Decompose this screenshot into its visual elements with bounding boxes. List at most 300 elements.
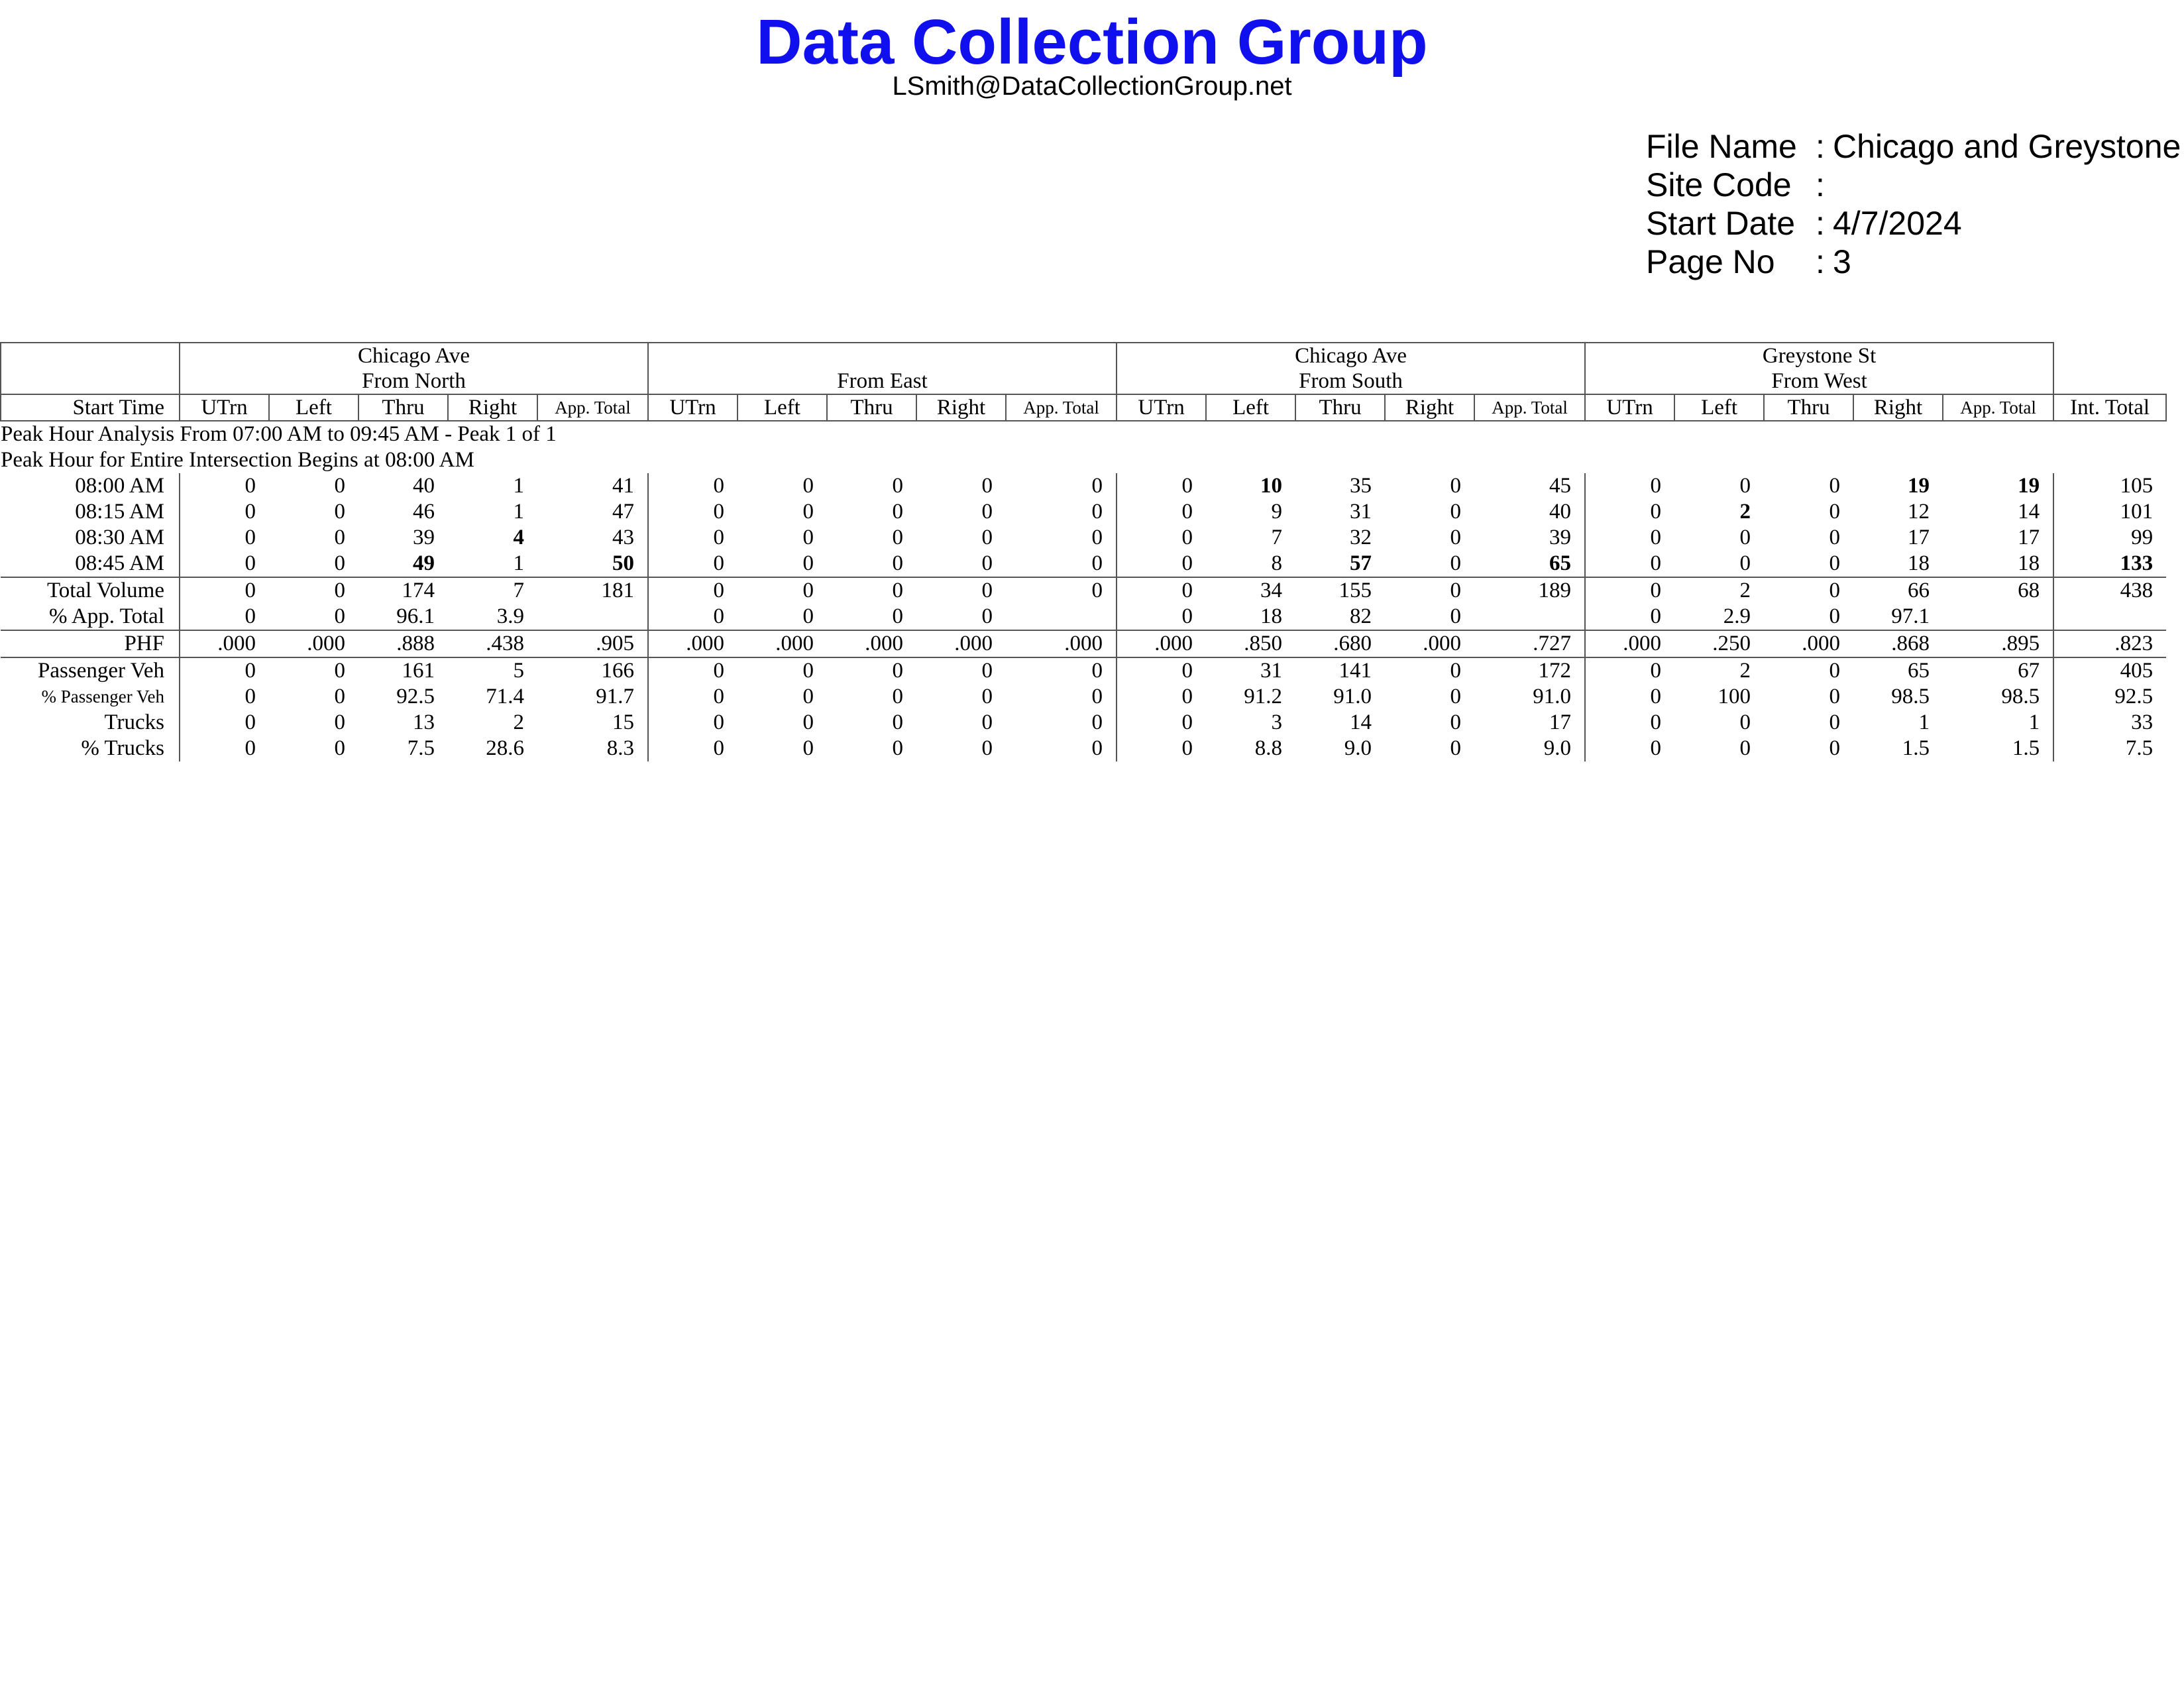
table-cell: .868 <box>1853 630 1943 657</box>
table-row <box>1 657 2166 684</box>
table-cell: .438 <box>448 630 537 657</box>
table-row <box>1 473 2166 499</box>
peak-hour-table <box>0 342 2167 761</box>
table-cell: 0 <box>1764 657 1853 684</box>
table-cell: 7.5 <box>407 736 435 760</box>
row-label: % Passenger Veh <box>1 684 180 710</box>
start-date-value: 4/7/2024 <box>1833 205 1962 242</box>
table-cell: 45 <box>1474 473 1585 499</box>
table-cell: 96.1 <box>396 604 435 628</box>
peak-note: Peak Hour Analysis From 07:00 AM to 09:45 AM - Peak 1 of 1 <box>1 422 557 446</box>
table-cell: 0 <box>334 551 345 575</box>
table-cell: 0 <box>1739 551 1751 575</box>
table-cell: 33 <box>2131 710 2154 734</box>
file-name-value: Chicago and Greystone <box>1833 128 2181 165</box>
table-cell: 0 <box>1181 551 1193 575</box>
table-cell: 8.8 <box>1254 736 1283 760</box>
table-cell: 0 <box>1650 526 1662 549</box>
table-cell: 17 <box>1474 710 1585 736</box>
table-cell: 1 <box>1943 710 2053 736</box>
table-cell: 40 <box>1474 499 1585 525</box>
table-cell: 0 <box>245 500 256 524</box>
table-cell: 2.9 <box>1723 604 1751 628</box>
table-cell: .895 <box>1943 630 2053 657</box>
table-cell: 0 <box>269 577 358 604</box>
table-cell: 28.6 <box>486 736 524 760</box>
table-cell: 2 <box>1674 657 1764 684</box>
table-cell: .823 <box>2053 630 2166 657</box>
col-east-left: Left <box>737 394 827 421</box>
table-cell: 166 <box>537 657 648 684</box>
table-cell: 47 <box>537 499 648 525</box>
table-cell: .000 <box>1006 630 1117 657</box>
file-name-label: File Name <box>1646 128 1797 165</box>
table-cell: 174 <box>358 577 448 604</box>
table-cell: 7 <box>1271 526 1283 549</box>
table-cell: 0 <box>1739 474 1751 498</box>
table-cell: 0 <box>648 657 737 684</box>
table-cell: 405 <box>2053 657 2166 684</box>
col-west-thru: Thru <box>1764 394 1853 421</box>
table-row <box>1 577 2166 604</box>
table-cell: 8.3 <box>537 736 648 761</box>
table-cell: 0 <box>1006 710 1117 736</box>
row-label: 08:30 AM <box>1 525 180 551</box>
table-cell: 0 <box>827 577 916 604</box>
table-cell: 91.0 <box>1333 685 1372 708</box>
table-cell: 1 <box>513 500 524 524</box>
table-cell: 141 <box>1295 657 1385 684</box>
table-cell: 17 <box>1943 525 2053 551</box>
table-cell: 0 <box>713 551 724 575</box>
table-cell: 7.5 <box>2125 736 2154 760</box>
row-label: 08:00 AM <box>1 473 180 499</box>
table-cell: 0 <box>1006 499 1117 525</box>
table-row <box>1 499 2166 525</box>
table-cell: 161 <box>358 657 448 684</box>
header-blank <box>1 343 180 394</box>
table-cell: 92.5 <box>2114 685 2154 708</box>
table-cell: 0 <box>1006 684 1117 710</box>
table-cell: 0 <box>1829 685 1841 708</box>
table-cell: 100 <box>1718 685 1751 708</box>
table-cell: 0 <box>802 500 814 524</box>
table-cell: 0 <box>1650 500 1662 524</box>
table-cell: 43 <box>537 525 648 551</box>
table-cell: 0 <box>892 736 903 760</box>
table-cell: 91.7 <box>537 684 648 710</box>
col-south-thru: Thru <box>1295 394 1385 421</box>
table-cell: 98.5 <box>1891 685 1930 708</box>
table-cell: 0 <box>1650 604 1662 628</box>
table-cell: 0 <box>1829 474 1841 498</box>
table-cell: 0 <box>916 577 1006 604</box>
table-cell: 0 <box>1450 500 1462 524</box>
col-south-right: Right <box>1385 394 1474 421</box>
table-cell: 0 <box>737 577 827 604</box>
table-cell: 0 <box>713 736 724 760</box>
table-cell: 133 <box>2120 551 2154 575</box>
table-cell <box>1006 604 1117 630</box>
table-cell: 0 <box>1829 551 1841 575</box>
table-cell: 155 <box>1295 577 1385 604</box>
table-cell: 0 <box>981 526 993 549</box>
table-cell: 1 <box>513 474 524 498</box>
table-cell: 0 <box>334 710 345 734</box>
table-cell: 0 <box>981 474 993 498</box>
table-cell: 0 <box>1739 526 1751 549</box>
table-cell: 2 <box>513 710 524 734</box>
start-time-header: Start Time <box>1 394 180 421</box>
page-no-row: Page No : 3 <box>1646 243 1851 280</box>
table-cell: 0 <box>334 685 345 708</box>
table-cell: .680 <box>1295 630 1385 657</box>
table-cell: 14 <box>1350 710 1372 734</box>
table-cell: 7 <box>448 577 537 604</box>
table-cell: 0 <box>827 657 916 684</box>
table-cell: .000 <box>269 630 358 657</box>
table-cell: 0 <box>1006 577 1117 604</box>
table-cell: 172 <box>1474 657 1585 684</box>
table-cell: .000 <box>180 630 269 657</box>
approach-west-direction: From West <box>1585 368 2053 394</box>
table-cell: .000 <box>827 630 916 657</box>
table-cell: 3 <box>1271 710 1283 734</box>
table-cell: 4 <box>513 526 524 549</box>
table-cell: 14 <box>1943 499 2053 525</box>
approach-east-direction: From East <box>648 368 1117 394</box>
table-cell: 39 <box>413 526 435 549</box>
table-cell: 0 <box>1006 657 1117 684</box>
table-cell: 0 <box>1764 577 1853 604</box>
table-cell: 0 <box>892 604 903 628</box>
table-cell: 0 <box>892 710 903 734</box>
table-cell: 0 <box>1829 500 1841 524</box>
table-cell: 0 <box>802 710 814 734</box>
table-cell: 35 <box>1350 474 1372 498</box>
table-cell: 0 <box>802 526 814 549</box>
table-cell: 34 <box>1206 577 1295 604</box>
table-cell <box>1943 604 2053 630</box>
col-east-thru: Thru <box>827 394 916 421</box>
table-cell: 0 <box>1450 685 1462 708</box>
approach-north-street: Chicago Ave <box>180 343 648 368</box>
site-code-row: Site Code : <box>1646 166 1825 203</box>
row-label: PHF <box>1 630 180 657</box>
table-cell: 0 <box>1739 736 1751 760</box>
table-cell: 0 <box>981 685 993 708</box>
table-cell: 13 <box>413 710 435 734</box>
row-label: Trucks <box>1 710 180 736</box>
start-date-row: Start Date : 4/7/2024 <box>1646 205 1962 242</box>
table-cell: 0 <box>245 551 256 575</box>
table-cell: 99 <box>2131 526 2154 549</box>
table-cell: .000 <box>916 630 1006 657</box>
table-cell: .000 <box>737 630 827 657</box>
file-info-block <box>1646 127 2181 281</box>
table-cell: 0 <box>892 500 903 524</box>
table-cell: 0 <box>713 685 724 708</box>
table-row <box>1 684 2166 710</box>
table-cell: 0 <box>334 474 345 498</box>
table-row <box>1 736 2166 761</box>
start-date-label: Start Date <box>1646 205 1796 242</box>
table-cell: 0 <box>1181 736 1193 760</box>
table-cell: 0 <box>981 551 993 575</box>
col-north-thru: Thru <box>358 394 448 421</box>
table-cell: 0 <box>1450 551 1462 575</box>
table-cell: 0 <box>713 526 724 549</box>
table-cell: 91.2 <box>1244 685 1283 708</box>
table-cell: 0 <box>1450 736 1462 760</box>
approach-west-street: Greystone St <box>1585 343 2053 368</box>
table-cell: 0 <box>713 604 724 628</box>
table-cell: .727 <box>1474 630 1585 657</box>
col-south-utrn: UTrn <box>1117 394 1206 421</box>
table-cell: 101 <box>2120 500 2154 524</box>
table-cell: 71.4 <box>486 685 524 708</box>
table-cell: 0 <box>334 736 345 760</box>
table-cell: 0 <box>981 604 993 628</box>
row-label: Passenger Veh <box>1 657 180 684</box>
table-cell: 49 <box>413 551 435 575</box>
table-cell <box>1474 604 1585 630</box>
table-cell: 19 <box>1908 474 1930 498</box>
note-row <box>1 421 2166 447</box>
table-cell: 0 <box>1829 526 1841 549</box>
table-cell: 189 <box>1474 577 1585 604</box>
table-cell: 2 <box>1674 577 1764 604</box>
table-cell: 31 <box>1350 500 1372 524</box>
table-cell: 0 <box>245 604 256 628</box>
table-cell: 0 <box>1117 657 1206 684</box>
table-cell: .000 <box>648 630 737 657</box>
table-cell: 105 <box>2120 474 2154 498</box>
table-cell: 0 <box>713 500 724 524</box>
table-cell: 9.0 <box>1474 736 1585 761</box>
table-cell: 0 <box>802 551 814 575</box>
row-label: 08:45 AM <box>1 551 180 577</box>
table-cell: 181 <box>537 577 648 604</box>
table-cell: 0 <box>1829 736 1841 760</box>
approach-east-street <box>648 343 1117 368</box>
table-cell: 0 <box>802 604 814 628</box>
table-cell: 0 <box>1181 685 1193 708</box>
table-cell: 0 <box>1829 604 1841 628</box>
table-cell: 17 <box>1908 526 1930 549</box>
table-cell: 0 <box>802 474 814 498</box>
col-south-app-total: App. Total <box>1474 394 1585 421</box>
table-cell: 0 <box>1181 500 1193 524</box>
table-cell: 438 <box>2053 577 2166 604</box>
table-cell: 1 <box>513 551 524 575</box>
table-cell: 98.5 <box>1943 684 2053 710</box>
col-east-right: Right <box>916 394 1006 421</box>
table-cell: 31 <box>1206 657 1295 684</box>
table-cell: 0 <box>245 710 256 734</box>
col-west-right: Right <box>1853 394 1943 421</box>
table-cell: 0 <box>981 710 993 734</box>
table-cell: 0 <box>180 577 269 604</box>
table-cell: .000 <box>1585 630 1674 657</box>
table-cell: 0 <box>802 736 814 760</box>
table-cell: 0 <box>245 736 256 760</box>
table-row <box>1 710 2166 736</box>
col-west-app-total: App. Total <box>1943 394 2053 421</box>
table-cell: 0 <box>1006 473 1117 499</box>
peak-note: Peak Hour for Entire Intersection Begins at 08:00 AM <box>1 448 474 472</box>
table-row <box>1 551 2166 577</box>
table-cell: 0 <box>713 710 724 734</box>
table-cell: 0 <box>1450 526 1462 549</box>
table-cell: 0 <box>245 474 256 498</box>
col-north-app-total: App. Total <box>537 394 648 421</box>
table-cell: 41 <box>537 473 648 499</box>
table-cell: .905 <box>537 630 648 657</box>
table-cell: 0 <box>892 526 903 549</box>
table-cell: 0 <box>1181 526 1193 549</box>
table-cell: 97.1 <box>1891 604 1930 628</box>
approach-north-direction: From North <box>180 368 648 394</box>
table-cell: 0 <box>916 657 1006 684</box>
table-cell: 3.9 <box>496 604 524 628</box>
table-cell: 0 <box>1650 710 1662 734</box>
col-west-utrn: UTrn <box>1585 394 1674 421</box>
table-cell: 12 <box>1908 500 1930 524</box>
table-cell: 0 <box>1585 657 1674 684</box>
page-no-label: Page No <box>1646 243 1775 280</box>
table-cell: 91.0 <box>1474 684 1585 710</box>
table-cell: 10 <box>1260 474 1283 498</box>
table-cell <box>537 604 648 630</box>
note-row <box>1 447 2166 473</box>
table-cell: 0 <box>1450 474 1462 498</box>
col-north-right: Right <box>448 394 537 421</box>
table-cell: 50 <box>537 551 648 577</box>
table-cell: 0 <box>892 551 903 575</box>
table-cell: 0 <box>1181 710 1193 734</box>
table-cell: 0 <box>1385 577 1474 604</box>
table-cell: 0 <box>892 474 903 498</box>
table-cell: 0 <box>245 526 256 549</box>
company-title: Data Collection Group <box>756 7 1428 78</box>
table-cell: 2 <box>1739 500 1751 524</box>
table-cell: 0 <box>1829 710 1841 734</box>
table-cell: 0 <box>892 685 903 708</box>
table-cell <box>2053 604 2166 630</box>
table-cell: 0 <box>334 500 345 524</box>
table-cell: 0 <box>981 500 993 524</box>
table-cell: .000 <box>1385 630 1474 657</box>
table-cell: 19 <box>1943 473 2053 499</box>
table-cell: 0 <box>334 526 345 549</box>
table-cell: .888 <box>358 630 448 657</box>
table-cell: 0 <box>1006 551 1117 577</box>
table-cell: 18 <box>1943 551 2053 577</box>
table-row <box>1 630 2166 657</box>
table-cell: .250 <box>1674 630 1764 657</box>
table-cell: 68 <box>1943 577 2053 604</box>
row-label: 08:15 AM <box>1 499 180 525</box>
table-cell: 5 <box>448 657 537 684</box>
table-cell: 9.0 <box>1344 736 1372 760</box>
table-cell: 0 <box>1117 577 1206 604</box>
col-int-total: Int. Total <box>2053 394 2166 421</box>
table-cell: 32 <box>1350 526 1372 549</box>
table-cell: 0 <box>269 657 358 684</box>
table-cell: 0 <box>1739 710 1751 734</box>
table-cell: 0 <box>1650 736 1662 760</box>
table-cell: 0 <box>1585 577 1674 604</box>
page-no-value: 3 <box>1833 243 1851 280</box>
table-cell: 0 <box>245 685 256 708</box>
table-cell: 0 <box>334 604 345 628</box>
site-code-label: Site Code <box>1646 166 1792 203</box>
column-header-row <box>1 394 2166 421</box>
table-cell: 65 <box>1474 551 1585 577</box>
table-cell: 92.5 <box>396 685 435 708</box>
table-cell: 1.5 <box>1943 736 2053 761</box>
table-cell: 57 <box>1350 551 1372 575</box>
table-cell: 65 <box>1853 657 1943 684</box>
table-cell: 9 <box>1271 500 1283 524</box>
table-cell: 39 <box>1474 525 1585 551</box>
table-cell: 0 <box>648 577 737 604</box>
row-label: Total Volume <box>1 577 180 604</box>
table-cell: 1 <box>1918 710 1930 734</box>
table-cell: 1.5 <box>1902 736 1930 760</box>
table-cell: 67 <box>1943 657 2053 684</box>
table-cell: 0 <box>1006 736 1117 761</box>
table-cell: 0 <box>1650 551 1662 575</box>
row-label: % App. Total <box>1 604 180 630</box>
table-cell: 40 <box>413 474 435 498</box>
table-cell: 0 <box>1650 474 1662 498</box>
company-email: LSmith@DataCollectionGroup.net <box>892 72 1292 101</box>
table-cell: 0 <box>180 657 269 684</box>
file-name-row: File Name : Chicago and Greystone <box>1646 128 2181 165</box>
table-cell: 18 <box>1260 604 1283 628</box>
col-east-utrn: UTrn <box>648 394 737 421</box>
row-label: % Trucks <box>1 736 180 761</box>
table-cell: 46 <box>413 500 435 524</box>
table-cell: 66 <box>1853 577 1943 604</box>
approach-south-direction: From South <box>1117 368 1585 394</box>
table-cell: 0 <box>802 685 814 708</box>
table-cell: 15 <box>537 710 648 736</box>
table-cell: 82 <box>1350 604 1372 628</box>
col-north-left: Left <box>269 394 358 421</box>
table-cell: 0 <box>1450 604 1462 628</box>
col-east-app-total: App. Total <box>1006 394 1117 421</box>
table-cell: 0 <box>981 736 993 760</box>
table-cell: 0 <box>1385 657 1474 684</box>
table-row <box>1 604 2166 630</box>
table-row <box>1 525 2166 551</box>
table-cell: 18 <box>1908 551 1930 575</box>
col-west-left: Left <box>1674 394 1764 421</box>
table-cell: 0 <box>737 657 827 684</box>
table-cell: 0 <box>1450 710 1462 734</box>
table-cell: .000 <box>1117 630 1206 657</box>
col-north-utrn: UTrn <box>180 394 269 421</box>
table-cell: .000 <box>1764 630 1853 657</box>
table-cell: 0 <box>1181 474 1193 498</box>
table-cell: .850 <box>1206 630 1295 657</box>
table-cell: 0 <box>1181 604 1193 628</box>
table-cell: 8 <box>1271 551 1283 575</box>
table-cell: 0 <box>1006 525 1117 551</box>
